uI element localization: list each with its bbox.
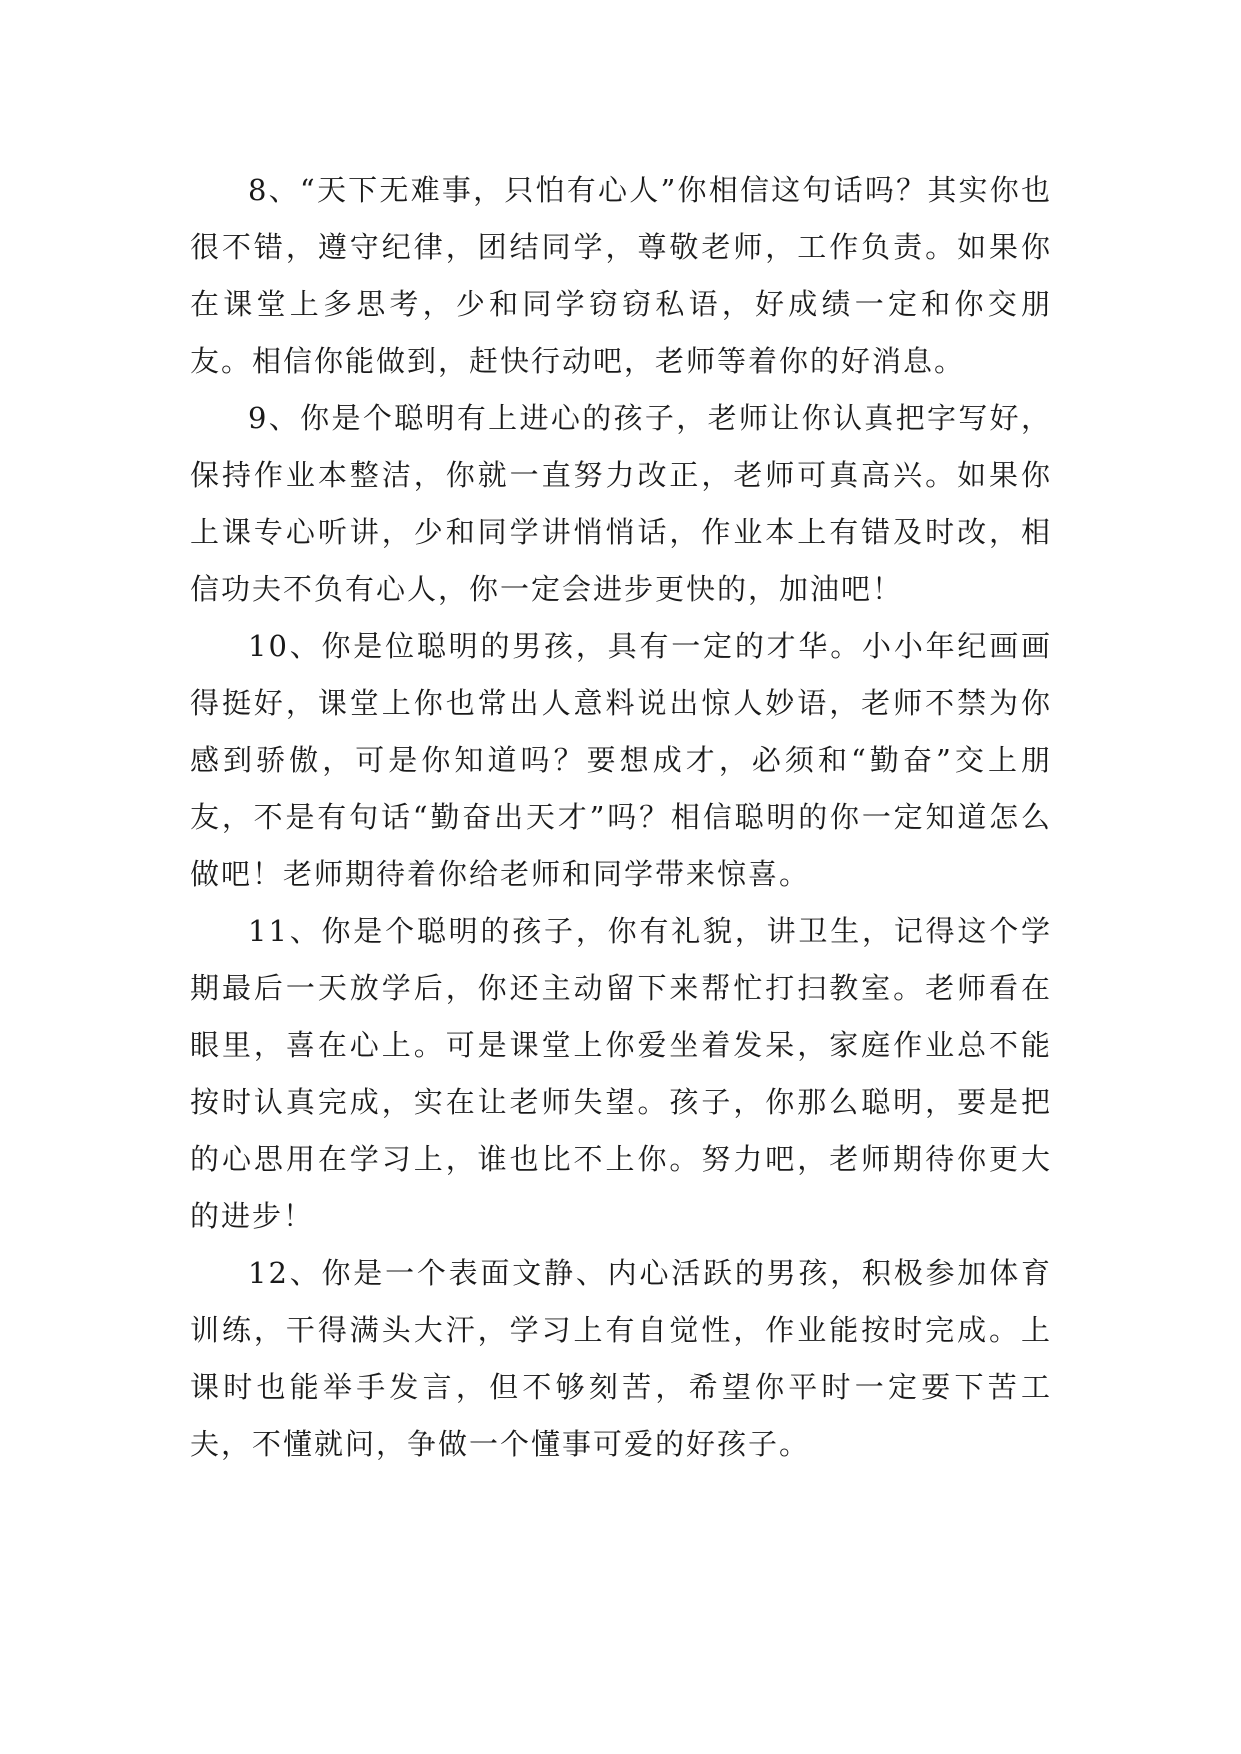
comment-paragraph-12: 12、你是一个表面文静、内心活跃的男孩，积极参加体育训练，干得满头大汗，学习上有自觉性，作业能按时完成。上课时也能举手发言，但不够刻苦，希望你平时一定要下苦工夫，不懂就问，争做一个懂事可爱的好孩子。 xyxy=(190,1256,1052,1461)
document-page xyxy=(190,162,1052,1473)
comment-paragraph-9: 9、你是个聪明有上进心的孩子，老师让你认真把字写好，保持作业本整洁，你就一直努力改正，老师可真高兴。如果你上课专心听讲，少和同学讲悄悄话，作业本上有错及时改，相信功夫不负有心人，你一定会进步更快的，加油吧！ xyxy=(190,401,1052,606)
comment-paragraph-10: 10、你是位聪明的男孩，具有一定的才华。小小年纪画画得挺好，课堂上你也常出人意料说出惊人妙语，老师不禁为你感到骄傲，可是你知道吗？要想成才，必须和“勤奋”交上朋友，不是有句话“勤奋出天才”吗？相信聪明的你一定知道怎么做吧！老师期待着你给老师和同学带来惊喜。 xyxy=(190,629,1052,891)
comment-paragraph-8: 8、“天下无难事，只怕有心人”你相信这句话吗？其实你也很不错，遵守纪律，团结同学，尊敬老师，工作负责。如果你在课堂上多思考，少和同学窃窃私语，好成绩一定和你交朋友。相信你能做到，赶快行动吧，老师等着你的好消息。 xyxy=(190,173,1052,378)
comment-paragraph-11: 11、你是个聪明的孩子，你有礼貌，讲卫生，记得这个学期最后一天放学后，你还主动留下来帮忙打扫教室。老师看在眼里，喜在心上。可是课堂上你爱坐着发呆，家庭作业总不能按时认真完成，实在让老师失望。孩子，你那么聪明，要是把的心思用在学习上，谁也比不上你。努力吧，老师期待你更大的进步！ xyxy=(190,914,1052,1233)
